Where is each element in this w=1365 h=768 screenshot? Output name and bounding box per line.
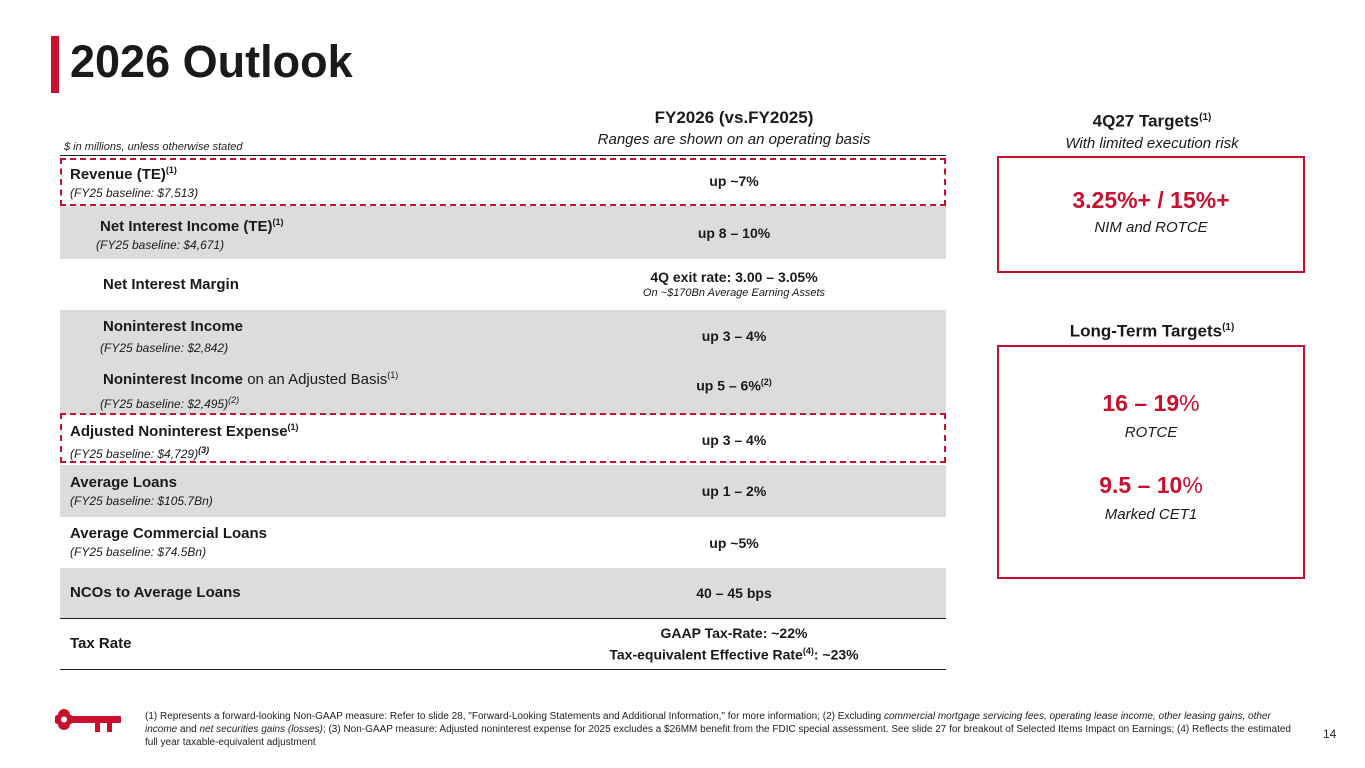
- row-label: Average Loans: [70, 473, 177, 491]
- table-row: [60, 568, 946, 619]
- row-label: Tax Rate: [70, 635, 132, 652]
- row-value: up ~5%: [709, 534, 759, 551]
- row-baseline: (FY25 baseline: $105.7Bn): [70, 493, 213, 508]
- row-baseline: (FY25 baseline: $7,513): [70, 186, 199, 200]
- footnote-part: ; (3) Non-GAAP measure: Adjusted noninterest expense for 2025 excludes a $26MM benefit from the FDIC special assessment. See slide 27 for breakout of Selected Items Impact on Earnings; (4) Reflects the estimated full year taxable-equivalent adjustment: [145, 724, 1291, 748]
- row-label: Revenue (TE): [70, 166, 166, 183]
- target-separator: /: [1151, 187, 1171, 213]
- long-term-cet1-value: 9.5 – 10: [1099, 472, 1183, 498]
- row-label-sup: (1): [165, 165, 177, 175]
- row-value: up ~7%: [709, 173, 759, 189]
- row-baseline: (FY25 baseline: $4,671): [96, 237, 225, 252]
- units-note: $ in millions, unless otherwise stated: [64, 141, 243, 153]
- row-label-tail: on an Adjusted Basis: [243, 371, 388, 388]
- long-term-box: [997, 345, 1305, 579]
- key-logo-icon: [55, 704, 125, 734]
- target-4q27-label: NIM and ROTCE: [1094, 219, 1208, 236]
- fy2026-header: [560, 107, 908, 151]
- long-term-rotce-unit: %: [1179, 390, 1200, 416]
- table-row: [60, 619, 946, 670]
- row-label: Net Interest Income (TE): [100, 217, 273, 235]
- target-4q27-box: [997, 156, 1305, 273]
- row-value: up 1 – 2%: [701, 483, 767, 499]
- row-label: Adjusted Noninterest Expense: [70, 422, 288, 440]
- row-label: Net Interest Margin: [103, 275, 239, 293]
- row-baseline: (FY25 baseline: $4,729): [70, 446, 199, 461]
- row-value: GAAP Tax-Rate: ~22%: [660, 625, 808, 642]
- table-row: [60, 206, 946, 259]
- row-value-note: On ~$170Bn Average Earning Assets: [642, 287, 826, 299]
- row-baseline: (FY25 baseline: $2,495): [100, 397, 229, 411]
- row-baseline: (FY25 baseline: $74.5Bn): [70, 545, 207, 559]
- table-row: [60, 517, 946, 568]
- footnote-part: (1) Represents a forward-looking Non-GAAP measure: Refer to slide 28, "Forward-Looking Statements and Additional Information," for more information; (2) Excluding: [145, 711, 884, 722]
- row-label-sup: (1): [387, 370, 399, 380]
- row-value: up 3 – 4%: [701, 431, 767, 448]
- row-label: NCOs to Average Loans: [70, 584, 241, 601]
- footnote-part: and: [177, 724, 200, 735]
- targets-4q27-title-sup: (1): [1199, 112, 1212, 123]
- row-value-line2-sup: (4): [802, 646, 814, 657]
- expense-highlight-box: [60, 413, 946, 463]
- fy2026-header-subtitle: Ranges are shown on an operating basis: [597, 131, 871, 148]
- revenue-highlight-box: [60, 158, 946, 206]
- fy2026-header-title: FY2026 (vs.FY2025): [654, 108, 814, 127]
- long-term-cet1-label: Marked CET1: [1104, 506, 1198, 523]
- row-value: 4Q exit rate: 3.00 – 3.05%: [650, 269, 818, 285]
- row-value: up 5 – 6%: [696, 377, 761, 394]
- table-row: [60, 465, 946, 517]
- target-nim: 3.25%+: [1072, 187, 1151, 213]
- row-baseline: (FY25 baseline: $2,842): [100, 341, 229, 355]
- row-value: 40 – 45 bps: [696, 585, 772, 601]
- table-row: [60, 362, 946, 414]
- targets-4q27-title: 4Q27 Targets: [1092, 111, 1200, 131]
- footnote-italic: commercial mortgage servicing fees, operating lease income, other leasing gains, other income: [145, 711, 1271, 735]
- row-value-line2: Tax-equivalent Effective Rate: [609, 646, 803, 663]
- row-baseline-sup: (2): [228, 395, 240, 405]
- row-label: Noninterest Income: [103, 318, 244, 335]
- long-term-title-sup: (1): [1222, 322, 1235, 333]
- row-value-line2-tail: : ~23%: [813, 646, 859, 663]
- title-accent-bar: [51, 36, 59, 93]
- footnote: [145, 710, 1305, 749]
- table-row: [60, 259, 946, 310]
- row-value-sup: (2): [760, 377, 772, 387]
- long-term-rotce-value: 16 – 19: [1102, 390, 1180, 416]
- long-term-rotce-label: ROTCE: [1124, 424, 1178, 441]
- targets-4q27-subtitle: With limited execution risk: [1065, 134, 1239, 152]
- row-label-sup: (1): [287, 421, 299, 432]
- row-label: Noninterest Income: [103, 371, 244, 388]
- row-value: up 8 – 10%: [697, 224, 771, 241]
- row-baseline-sup: (3): [198, 444, 210, 455]
- long-term-header: [1000, 317, 1304, 343]
- target-rotce: 15%+: [1170, 187, 1230, 213]
- row-label-sup: (1): [272, 216, 284, 227]
- long-term-title: Long-Term Targets: [1069, 321, 1223, 341]
- table-row: [60, 310, 946, 362]
- page-number: 14: [1323, 727, 1337, 741]
- footnote-italic: net securities gains (losses): [199, 724, 323, 735]
- page-title: 2026 Outlook: [70, 36, 353, 87]
- targets-4q27-header: [1000, 107, 1304, 155]
- row-value: up 3 – 4%: [701, 328, 767, 344]
- row-label: Average Commercial Loans: [70, 525, 268, 542]
- long-term-cet1-unit: %: [1182, 472, 1203, 498]
